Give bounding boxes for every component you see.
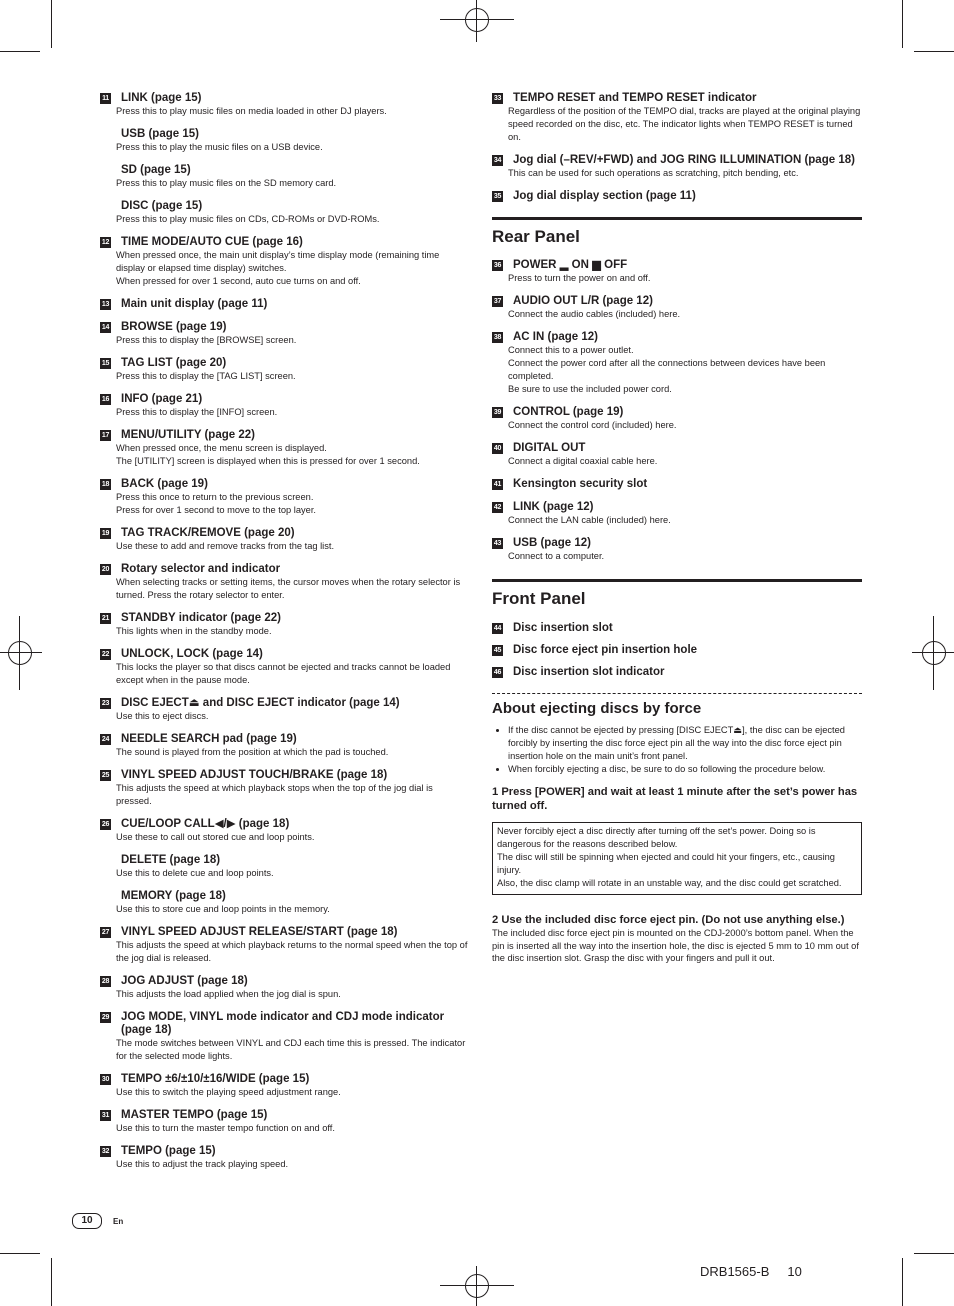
item-21 bbox=[100, 612, 468, 638]
item-title: DELETE (page 18) bbox=[121, 854, 221, 866]
item-sub bbox=[100, 200, 468, 226]
item-title: CUE/LOOP CALL◀/▶ (page 18) bbox=[121, 818, 290, 830]
item-description: The sound is played from the position at which the pad is touched. bbox=[116, 747, 389, 757]
item-title: CONTROL (page 19) bbox=[513, 406, 624, 418]
item-number-badge: 11 bbox=[100, 93, 111, 104]
item-description: Be sure to use the included power cord. bbox=[508, 384, 672, 394]
item-title: TEMPO (page 15) bbox=[121, 1145, 216, 1157]
item-number-badge: 23 bbox=[101, 700, 110, 707]
item-description: Use this to adjust the track playing speed. bbox=[116, 1159, 289, 1169]
item-number-badge: 45 bbox=[493, 647, 502, 654]
item-title: USB (page 12) bbox=[513, 537, 591, 549]
item-description: This adjusts the load applied when the jog dial is spun. bbox=[116, 989, 341, 999]
item-number-badge: 17 bbox=[101, 432, 110, 439]
item-26 bbox=[100, 818, 468, 844]
item-description: Connect this to a power outlet. bbox=[508, 345, 634, 355]
item-15 bbox=[100, 357, 468, 383]
item-37 bbox=[492, 295, 862, 321]
item-number-badge: 37 bbox=[493, 298, 502, 305]
bullet-item: • If the disc cannot be ejected by pressing [DISC EJECT⏏], the disc can be ejected forcibly by inserting the disc force eject pin all the way into the disc force eject pin insertion hole on the main unit’s front panel. bbox=[508, 724, 862, 763]
item-description: Connect the power cord after all the connections between devices have been completed. bbox=[508, 358, 826, 381]
item-35 bbox=[492, 190, 862, 203]
item-title: Disc insertion slot indicator bbox=[513, 666, 665, 678]
warning-line: The disc will still be spinning when ejected and could hit your fingers, etc., causing injury. bbox=[497, 852, 835, 875]
item-46 bbox=[492, 666, 862, 679]
item-22 bbox=[100, 648, 468, 687]
dashed-rule bbox=[492, 693, 862, 694]
item-title: DIGITAL OUT bbox=[513, 442, 586, 454]
item-number-badge: 32 bbox=[101, 1148, 110, 1155]
bullet-item: • When forcibly ejecting a disc, be sure to do so following the procedure below. bbox=[508, 763, 862, 776]
item-number-badge: 28 bbox=[101, 978, 110, 985]
item-title: AUDIO OUT L/R (page 12) bbox=[513, 295, 653, 307]
item-description: Use this to delete cue and loop points. bbox=[116, 868, 274, 878]
item-40 bbox=[492, 442, 862, 468]
item-number-badge: 44 bbox=[493, 625, 502, 632]
item-description: This locks the player so that discs cannot be ejected and tracks cannot be loaded except when in the pause mode. bbox=[116, 662, 451, 685]
item-number-badge: 38 bbox=[493, 334, 502, 341]
item-title: TEMPO ±6/±10/±16/WIDE (page 15) bbox=[121, 1073, 310, 1085]
item-sub bbox=[100, 890, 468, 916]
item-title: LINK (page 15) bbox=[121, 92, 202, 104]
item-number-badge: 46 bbox=[493, 669, 502, 676]
item-number-badge: 19 bbox=[101, 530, 110, 537]
step-1: 1 Press [POWER] and wait at least 1 minute after the set’s power has turned off. bbox=[492, 786, 858, 812]
page-number: 10 bbox=[72, 1213, 102, 1229]
item-number-badge: 15 bbox=[101, 360, 110, 367]
item-title: TIME MODE/AUTO CUE (page 16) bbox=[121, 236, 303, 248]
item-description: Press this to display the [INFO] screen. bbox=[116, 407, 278, 417]
item-description: Regardless of the position of the TEMPO dial, tracks are played at the original playing speed recorded on the disc, etc. The indicator lights when TEMPO RESET is turned on. bbox=[508, 106, 861, 142]
rear-panel-list bbox=[492, 259, 862, 563]
item-description: When selecting tracks or setting items, the cursor moves when the rotary selector is turned. Press the rotary selector to enter. bbox=[116, 577, 461, 600]
section-rule bbox=[492, 579, 862, 582]
item-44 bbox=[492, 622, 862, 635]
item-description: The [UTILITY] screen is displayed when this is pressed for over 1 second. bbox=[116, 456, 420, 466]
item-description: Connect to a computer. bbox=[508, 551, 605, 561]
item-number-badge: 25 bbox=[101, 772, 110, 779]
item-number-badge: 13 bbox=[101, 301, 110, 308]
item-34 bbox=[492, 154, 862, 180]
item-25 bbox=[100, 769, 468, 808]
item-27 bbox=[100, 926, 468, 965]
right-top-items bbox=[492, 92, 862, 203]
item-title: VINYL SPEED ADJUST RELEASE/START (page 18) bbox=[121, 926, 398, 938]
item-title: POWER ▂ ON ▆ OFF bbox=[513, 259, 628, 271]
item-11 bbox=[100, 92, 468, 118]
step-2: 2 Use the included disc force eject pin. (Do not use anything else.) bbox=[492, 914, 845, 926]
item-sub bbox=[100, 164, 468, 190]
warning-line: Never forcibly eject a disc directly after turning off the set’s power. Doing so is dangerous for the reasons described below. bbox=[497, 826, 816, 849]
item-29 bbox=[100, 1011, 468, 1063]
item-description: Use this to turn the master tempo function on and off. bbox=[116, 1123, 335, 1133]
item-number-badge: 24 bbox=[101, 736, 110, 743]
item-title: Kensington security slot bbox=[513, 478, 648, 490]
warning-box bbox=[492, 822, 862, 895]
item-description: Press this to play the music files on a USB device. bbox=[116, 142, 323, 152]
item-description: Connect the control cord (included) here. bbox=[508, 420, 677, 430]
language-label: En bbox=[113, 1217, 124, 1226]
item-number-badge: 35 bbox=[493, 193, 502, 200]
front-panel-list bbox=[492, 622, 862, 679]
front-panel-title: Front Panel bbox=[492, 589, 586, 608]
item-title: TAG TRACK/REMOVE (page 20) bbox=[121, 527, 295, 539]
item-title: Disc force eject pin insertion hole bbox=[513, 644, 698, 656]
item-title: TEMPO RESET and TEMPO RESET indicator bbox=[513, 92, 757, 104]
right-column bbox=[492, 92, 862, 965]
item-title: MENU/UTILITY (page 22) bbox=[121, 429, 255, 441]
item-30 bbox=[100, 1073, 468, 1099]
item-number-badge: 29 bbox=[101, 1014, 110, 1021]
item-description: Press for over 1 second to move to the top layer. bbox=[116, 505, 316, 515]
item-title: SD (page 15) bbox=[121, 164, 191, 176]
item-title: STANDBY indicator (page 22) bbox=[121, 612, 281, 624]
item-number-badge: 30 bbox=[101, 1076, 110, 1083]
item-sub bbox=[100, 854, 468, 880]
item-number-badge: 39 bbox=[493, 409, 502, 416]
item-title: NEEDLE SEARCH pad (page 19) bbox=[121, 733, 297, 745]
item-description: Press this to display the [BROWSE] screen. bbox=[116, 335, 297, 345]
item-title: TAG LIST (page 20) bbox=[121, 357, 227, 369]
item-38 bbox=[492, 331, 862, 396]
item-18 bbox=[100, 478, 468, 517]
item-title: INFO (page 21) bbox=[121, 393, 203, 405]
item-12 bbox=[100, 236, 468, 288]
item-number-badge: 26 bbox=[101, 821, 110, 828]
eject-bullets bbox=[492, 724, 862, 776]
item-23 bbox=[100, 697, 468, 723]
item-number-badge: 31 bbox=[101, 1112, 110, 1119]
item-description: This adjusts the speed at which playback stops when the top of the jog dial is pressed. bbox=[116, 783, 433, 806]
item-31 bbox=[100, 1109, 468, 1135]
item-number-badge: 18 bbox=[101, 481, 110, 488]
item-28 bbox=[100, 975, 468, 1001]
item-title: JOG ADJUST (page 18) bbox=[121, 975, 248, 987]
item-number-badge: 16 bbox=[101, 396, 110, 403]
item-title: JOG MODE, VINYL mode indicator and CDJ mode indicator (page 18) bbox=[121, 1011, 445, 1036]
item-title: DISC EJECT⏏ and DISC EJECT indicator (page 14) bbox=[121, 697, 400, 709]
item-title: USB (page 15) bbox=[121, 128, 199, 140]
item-description: Press this to play music files on CDs, CD-ROMs or DVD-ROMs. bbox=[116, 214, 380, 224]
item-19 bbox=[100, 527, 468, 553]
item-45 bbox=[492, 644, 862, 657]
item-description: Use these to add and remove tracks from the tag list. bbox=[116, 541, 335, 551]
item-33 bbox=[492, 92, 862, 144]
left-column bbox=[100, 92, 468, 1171]
item-description: Press this to play music files on the SD memory card. bbox=[116, 178, 337, 188]
step-2-body: The included disc force eject pin is mounted on the CDJ-2000’s bottom panel. When the pin is inserted all the way into the insertion hole, the disc is ejected 5 mm to 10 mm out of the disc insertion slot. Grasp the disc with your fingers and pull it out. bbox=[492, 928, 859, 964]
item-title: Main unit display (page 11) bbox=[121, 298, 268, 310]
item-title: MASTER TEMPO (page 15) bbox=[121, 1109, 268, 1121]
item-title: Rotary selector and indicator bbox=[121, 563, 281, 575]
item-description: When pressed once, the menu screen is displayed. bbox=[116, 443, 327, 453]
item-title: DISC (page 15) bbox=[121, 200, 203, 212]
rear-panel-title: Rear Panel bbox=[492, 227, 580, 246]
item-description: This can be used for such operations as scratching, pitch bending, etc. bbox=[508, 168, 799, 178]
item-number-badge: 43 bbox=[493, 540, 502, 547]
item-description: Use this to eject discs. bbox=[116, 711, 209, 721]
item-number-badge: 36 bbox=[493, 262, 502, 269]
item-16 bbox=[100, 393, 468, 419]
item-description: The mode switches between VINYL and CDJ each time this is pressed. The indicator for the selected mode lights. bbox=[116, 1038, 466, 1061]
item-title: BACK (page 19) bbox=[121, 478, 208, 490]
item-title: UNLOCK, LOCK (page 14) bbox=[121, 648, 263, 660]
item-36 bbox=[492, 259, 862, 285]
item-number-badge: 22 bbox=[101, 651, 110, 658]
item-number-badge: 20 bbox=[101, 566, 110, 573]
item-number-badge: 12 bbox=[101, 239, 110, 246]
item-description: Connect the LAN cable (included) here. bbox=[508, 515, 671, 525]
item-number-badge: 14 bbox=[101, 324, 110, 331]
item-description: When pressed once, the main unit display’s time display mode (remaining time display or elapsed time display) switches. bbox=[116, 250, 440, 273]
item-description: This adjusts the speed at which playback returns to the normal speed when the top of the jog dial is released. bbox=[116, 940, 468, 963]
item-number-badge: 41 bbox=[493, 481, 502, 488]
document-id: DRB1565-B 10 bbox=[700, 1264, 802, 1279]
item-description: Press this once to return to the previous screen. bbox=[116, 492, 314, 502]
warning-line: Also, the disc clamp will rotate in an unstable way, and the disc could get scratched. bbox=[497, 878, 842, 888]
item-41 bbox=[492, 478, 862, 491]
item-description: Connect the audio cables (included) here. bbox=[508, 309, 681, 319]
item-description: Press to turn the power on and off. bbox=[508, 273, 651, 283]
item-description: When pressed for over 1 second, auto cue turns on and off. bbox=[116, 276, 361, 286]
item-description: Connect a digital coaxial cable here. bbox=[508, 456, 658, 466]
item-39 bbox=[492, 406, 862, 432]
item-title: Disc insertion slot bbox=[513, 622, 613, 634]
item-number-badge: 27 bbox=[101, 929, 110, 936]
item-13 bbox=[100, 298, 468, 311]
item-number-badge: 40 bbox=[493, 445, 502, 452]
item-43 bbox=[492, 537, 862, 563]
item-14 bbox=[100, 321, 468, 347]
item-description: Use these to call out stored cue and loop points. bbox=[116, 832, 315, 842]
item-title: Jog dial (–REV/+FWD) and JOG RING ILLUMINATION (page 18) bbox=[513, 154, 855, 166]
item-title: BROWSE (page 19) bbox=[121, 321, 227, 333]
item-20 bbox=[100, 563, 468, 602]
item-description: This lights when in the standby mode. bbox=[116, 626, 272, 636]
item-description: Press this to play music files on media loaded in other DJ players. bbox=[116, 106, 387, 116]
item-title: MEMORY (page 18) bbox=[121, 890, 226, 902]
item-number-badge: 42 bbox=[493, 504, 502, 511]
item-title: AC IN (page 12) bbox=[513, 331, 598, 343]
item-42 bbox=[492, 501, 862, 527]
item-number-badge: 33 bbox=[493, 95, 502, 102]
eject-section-title: About ejecting discs by force bbox=[492, 700, 702, 717]
item-32 bbox=[100, 1145, 468, 1171]
item-title: VINYL SPEED ADJUST TOUCH/BRAKE (page 18) bbox=[121, 769, 388, 781]
item-title: LINK (page 12) bbox=[513, 501, 594, 513]
item-description: Press this to display the [TAG LIST] screen. bbox=[116, 371, 296, 381]
item-17 bbox=[100, 429, 468, 468]
section-rule bbox=[492, 217, 862, 220]
item-sub bbox=[100, 128, 468, 154]
item-number-badge: 34 bbox=[493, 157, 502, 164]
item-number-badge: 21 bbox=[101, 615, 110, 622]
item-description: Use this to switch the playing speed adjustment range. bbox=[116, 1087, 341, 1097]
item-description: Use this to store cue and loop points in the memory. bbox=[116, 904, 330, 914]
item-24 bbox=[100, 733, 468, 759]
item-title: Jog dial display section (page 11) bbox=[513, 190, 696, 202]
